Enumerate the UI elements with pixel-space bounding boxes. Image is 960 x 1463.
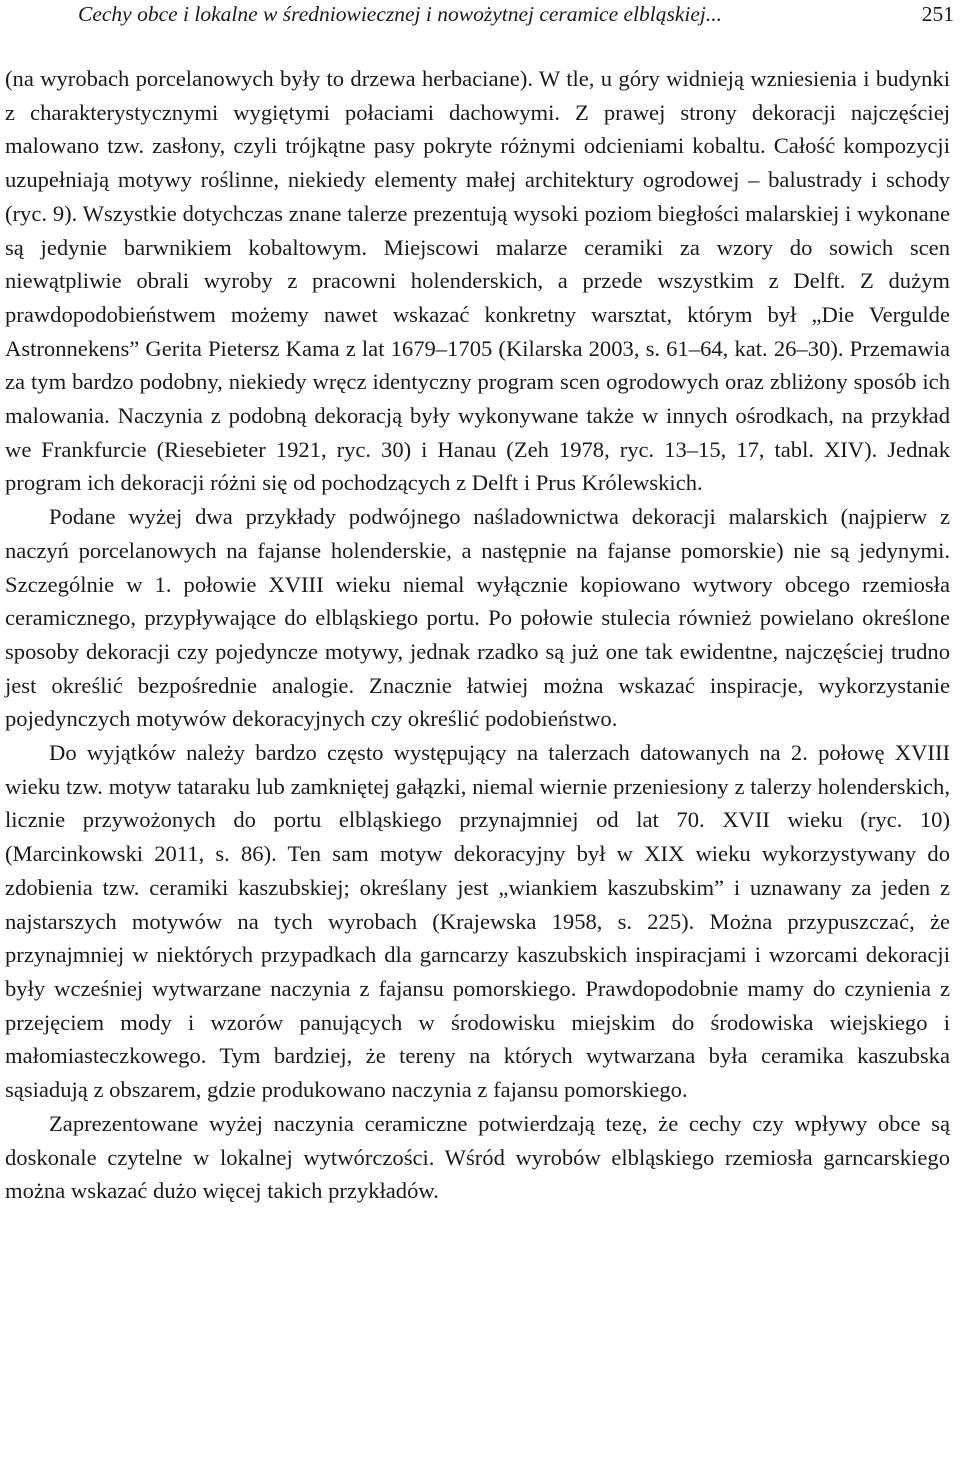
body-text <box>5 62 950 1208</box>
page-number: 251 <box>921 2 954 26</box>
paragraph: Podane wyżej dwa przykłady podwójnego naśladownictwa dekoracji malarskich (najpierw z naczyń porcelanowych na fajanse holenderskie, a następnie na fajanse pomorskie) nie są jedynymi. Szczególnie w 1. połowie XVIII wieku niemal wyłącznie kopiowano wytwory obcego rzemiosła ceramicznego, przypływające do elbląskiego portu. Po połowie stulecia również powielano określone sposoby dekoracji czy pojedyncze motywy, jednak rzadko są już one tak ewidentne, najczęściej trudno jest określić bezpośrednie analogie. Znacznie łatwiej można wskazać inspiracje, wykorzystanie pojedynczych motywów dekoracyjnych czy określić podobieństwo. <box>5 504 950 732</box>
running-header <box>0 0 960 30</box>
paragraph: (na wyrobach porcelanowych były to drzewa herbaciane). W tle, u góry widnieją wzniesienia i budynki z charakterystycznymi wygiętymi połaciami dachowymi. Z prawej strony dekoracji najczęściej malowano tzw. zasłony, czyli trójkątne pasy pokryte różnymi odcieniami kobaltu. Całość kompozycji uzupełniają motywy roślinne, niekiedy elementy małej architektury ogrodowej – balustrady i schody (ryc. 9). Wszystkie dotychczas znane talerze prezentują wysoki poziom biegłości malarskiej i wykonane są jedynie barwnikiem kobaltowym. Miejscowi malarze ceramiki za wzory do sowich scen niewątpliwie obrali wyroby z pracowni holenderskich, a przede wszystkim z Delft. Z dużym prawdopodobieństwem możemy nawet wskazać konkretny warsztat, którym był „Die Vergulde Astronnekens” Gerita Pietersz Kama z lat 1679–1705 (Kilarska 2003, s. 61–64, kat. 26–30). Przemawia za tym bardzo podobny, niekiedy wręcz identyczny program scen ogrodowych oraz zbliżony sposób ich malowania. Naczynia z podobną dekoracją były wykonywane także w innych ośrodkach, na przykład we Frankfurcie (Riesebieter 1921, ryc. 30) i Hanau (Zeh 1978, ryc. 13–15, 17, tabl. XIV). Jednak program ich dekoracji różni się od pochodzących z Delft i Prus Królewskich. <box>5 66 950 496</box>
running-title: Cechy obce i lokalne w średniowiecznej i nowożytnej ceramice elbląskiej... <box>78 2 723 26</box>
paragraph: Do wyjątków należy bardzo często występujący na talerzach datowanych na 2. połowę XVIII wieku tzw. motyw tataraku lub zamkniętej gałązki, niemal wiernie przeniesiony z talerzy holenderskich, licznie przywożonych do portu elbląskiego przynajmniej od lat 70. XVII wieku (ryc. 10) (Marcinkowski 2011, s. 86). Ten sam motyw dekoracyjny był w XIX wieku wykorzystywany do zdobienia tzw. ceramiki kaszubskiej; określany jest „wiankiem kaszubskim” i uznawany za jeden z najstarszych motywów na tych wyrobach (Krajewska 1958, s. 225). Można przypuszczać, że przynajmniej w niektórych przypadkach dla garncarzy kaszubskich inspiracjami i wzorcami dekoracji były wcześniej wytwarzane naczynia z fajansu pomorskiego. Prawdopodobnie mamy do czynienia z przejęciem mody i wzorów panujących w środowisku miejskim do środowiska wiejskiego i małomiasteczkowego. Tym bardziej, że tereny na których wytwarzana była ceramika kaszubska sąsiadują z obszarem, gdzie produkowano naczynia z fajansu pomorskiego. <box>5 740 950 1103</box>
paragraph: Zaprezentowane wyżej naczynia ceramiczne potwierdzają tezę, że cechy czy wpływy obce są doskonale czytelne w lokalnej wytwórczości. Wśród wyrobów elbląskiego rzemiosła garncarskiego można wskazać dużo więcej takich przykładów. <box>5 1110 950 1204</box>
